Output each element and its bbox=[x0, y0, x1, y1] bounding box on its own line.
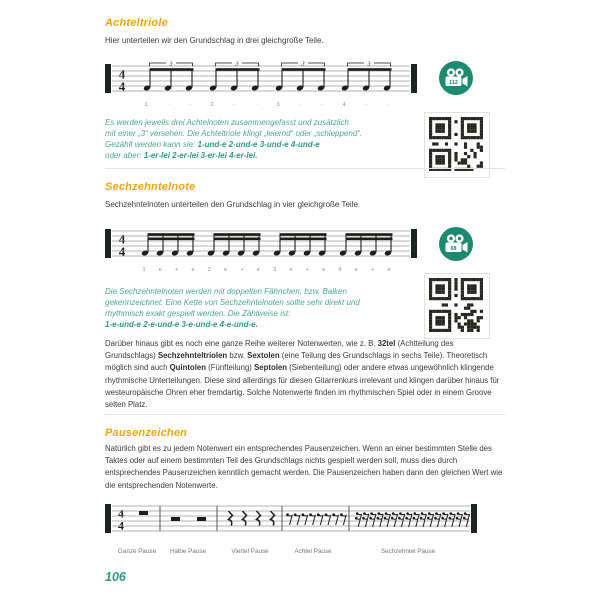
time-signature-bottom: 4 bbox=[118, 79, 126, 94]
section-heading-pausenzeichen: Pausenzeichen bbox=[105, 427, 188, 439]
note-line-bold: 1-er-lei 2-er-lei 3-er-lei 4-er-lei. bbox=[143, 151, 258, 160]
staff1-counts: 1 · · 2 · · 3 · · 4 · · bbox=[144, 102, 389, 108]
section-heading-achteltriole: Achteltriole bbox=[105, 17, 168, 29]
note-line: oder aber: bbox=[105, 151, 144, 160]
rest-label-ganze: Ganze Pause bbox=[117, 548, 157, 555]
video-number-label: 112 bbox=[449, 79, 458, 86]
note-line: Die Sechzehntelnoten werden mit doppelten Fähnchen, bzw. Balken bbox=[105, 287, 347, 296]
svg-text:3: 3 bbox=[301, 60, 305, 68]
note-line-bold: 1-und-e 2-und-e 3-und-e 4-und-e bbox=[197, 140, 320, 149]
note-line-bold: 1-e-und-e 2-e-und-e 3-e-und-e 4-e-und-e. bbox=[105, 320, 258, 329]
page-number: 106 bbox=[105, 570, 126, 584]
time-signature-top: 4 bbox=[118, 66, 126, 82]
time-signature-bottom: 4 bbox=[118, 518, 124, 533]
rest-label-achtel: Achtel Pause bbox=[294, 548, 332, 555]
rest-label-halbe: Halbe Pause bbox=[169, 548, 207, 555]
note-line: rhythmisch exakt gespielt werden. Die Zählweise ist: bbox=[105, 309, 291, 318]
staff-achteltriole bbox=[105, 58, 417, 102]
note-line: gekennzeichnet. Eine Kette von Sechzehntelnoten sollte sehr direkt und bbox=[105, 298, 360, 307]
sechzehntelnote-note bbox=[105, 286, 360, 330]
time-signature-top: 4 bbox=[118, 506, 124, 521]
video-number-label: 68 bbox=[450, 245, 457, 252]
section-divider bbox=[105, 414, 505, 415]
pausenzeichen-paragraph: Natürlich gibt es zu jedem Notenwert ein entsprechendes Pausenzeichen. Wenn an einer bestimmten Stelle des Taktes oder auf einem bestimmten Teil des Grundschlags nichts gespielt werden soll, muss dies durch entsprechendes Pausenzeichen kenntlich gemacht werden. Die Pausenzeichen haben dann den gleichen Wert wie die entsprechenden Notenwerte. bbox=[105, 444, 503, 490]
staff2-counts: 1 e + e 2 e + e 3 e + e 4 e + e bbox=[142, 267, 391, 273]
svg-text:3: 3 bbox=[235, 60, 239, 68]
time-signature-bottom: 4 bbox=[118, 244, 126, 259]
note-line: mit einer „3“ versehen. Die Achteltriole klingt „leiernd“ oder „schleppend“. bbox=[105, 129, 363, 138]
staff-sechzehntelnote bbox=[105, 223, 417, 267]
video-camera-icon bbox=[438, 60, 474, 96]
section-heading-sechzehntelnote: Sechzehntelnote bbox=[105, 181, 196, 193]
achteltriole-note bbox=[105, 117, 362, 161]
rest-label-sechzehntel: Sechzehntel Pause bbox=[380, 548, 436, 555]
notenwerte-paragraph: Darüber hinaus gibt es noch eine ganze Reihe weiterer Notenwerten, wie z. B. 32tel (Achtteilung des Grundschlags) Sechzehnteltriolen bzw. Sextolen (eine Teilung des Grundschlags in sechs Teile). Theoretisch möglich sind auch Quintolen (Fünfteilung) Septolen (Siebenteilung) oder andere etwas ungewöhnlich klingende rhythmische Unterteilungen. Diese sind allerdings für diesen Gitarrenkurs irrelevant und klingen darüber hinaus für westeuropäische Ohren eher fremdartig. Solche Notenwerte finden im rhythmischen Spiel oder in einem Groove selten Platz. bbox=[105, 339, 500, 410]
qr-code bbox=[424, 273, 490, 339]
video-camera-icon bbox=[438, 226, 474, 262]
staff-pausenzeichen bbox=[105, 500, 477, 540]
achteltriole-intro: Hier unterteilen wir den Grundschlag in drei gleichgroße Teile. bbox=[105, 36, 324, 45]
sechzehntelnote-intro: Sechzehntelnoten unterteilen den Grundschlag in vier gleichgroße Teile. bbox=[105, 200, 361, 209]
note-line: Es werden jeweils drei Achtelnoten zusammengefasst und zusätzlich bbox=[105, 118, 349, 127]
note-line: Gezählt werden kann sie: bbox=[105, 140, 198, 149]
time-signature-top: 4 bbox=[118, 231, 126, 247]
section-divider bbox=[105, 168, 505, 169]
svg-text:3: 3 bbox=[367, 60, 371, 68]
rest-label-viertel: Viertel Pause bbox=[231, 548, 269, 555]
svg-text:3: 3 bbox=[169, 60, 173, 68]
